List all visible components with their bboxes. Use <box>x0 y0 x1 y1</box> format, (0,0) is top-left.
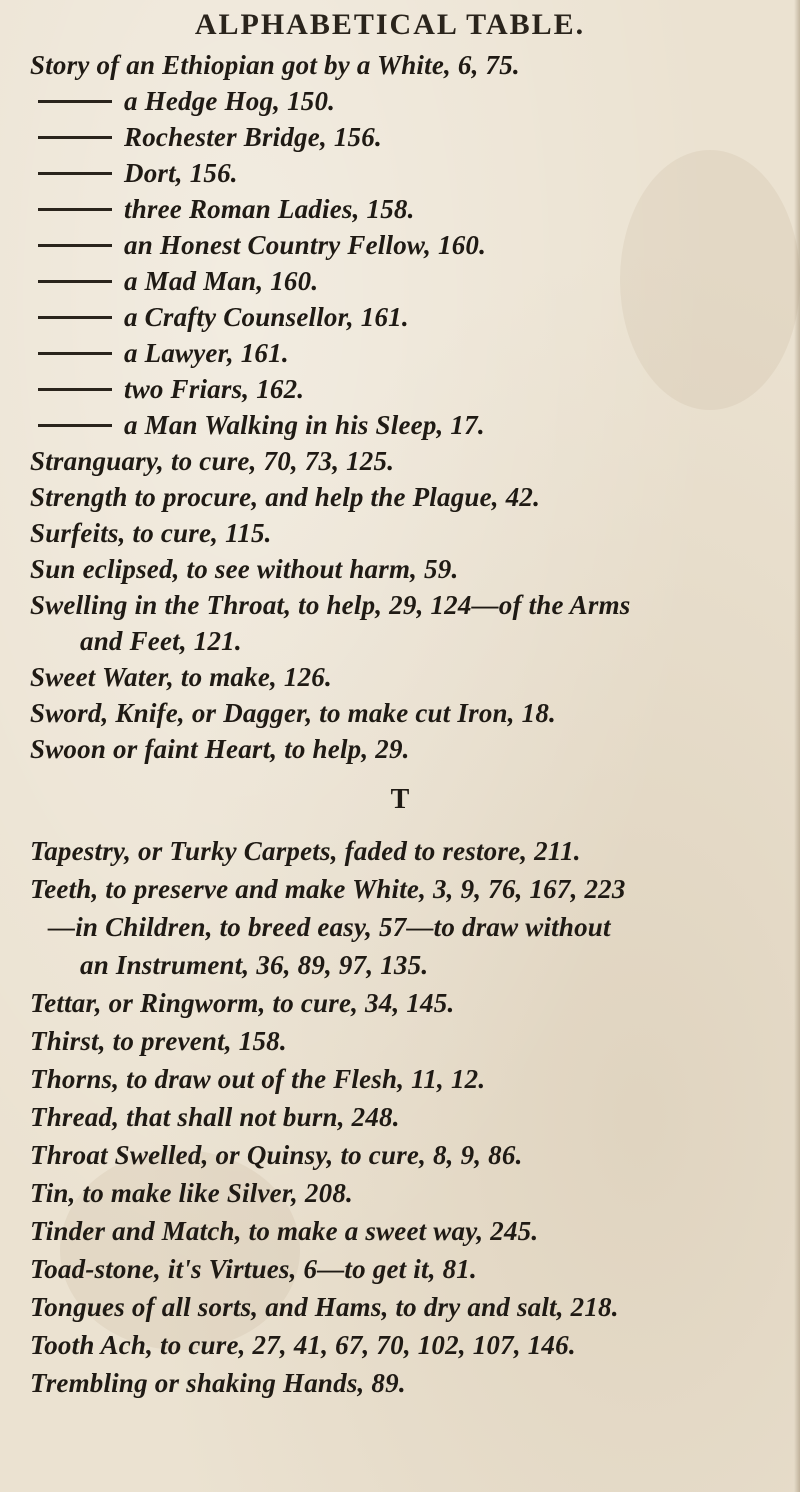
index-entry: Thread, that shall not burn, 248. <box>30 1102 400 1132</box>
index-entry: Sweet Water, to make, 126. <box>30 662 332 692</box>
ditto-dash <box>38 424 112 427</box>
index-entry-sub: three Roman Ladies, 158. <box>38 194 415 225</box>
index-entry-sub: Rochester Bridge, 156. <box>38 122 382 153</box>
ditto-dash <box>38 388 112 391</box>
index-entry-continuation: and Feet, 121. <box>80 626 242 656</box>
section-letter: T <box>390 784 410 815</box>
ditto-dash <box>38 244 112 247</box>
index-entry-continuation: —in Children, to breed easy, 57—to draw without <box>48 912 611 942</box>
index-entry: Tooth Ach, to cure, 27, 41, 67, 70, 102, 107, 146. <box>30 1330 576 1360</box>
index-entry: Throat Swelled, or Quinsy, to cure, 8, 9, 86. <box>30 1140 523 1170</box>
index-entry-continuation: an Instrument, 36, 89, 97, 135. <box>80 950 429 980</box>
index-entry: Sword, Knife, or Dagger, to make cut Iron, 18. <box>30 698 557 728</box>
index-entry: Stranguary, to cure, 70, 73, 125. <box>30 446 395 476</box>
index-entry-sub: a Crafty Counsellor, 161. <box>38 302 409 333</box>
index-entry: Thorns, to draw out of the Flesh, 11, 12. <box>30 1064 486 1094</box>
index-entry: Thirst, to prevent, 158. <box>30 1026 287 1056</box>
index-entry-sub: a Hedge Hog, 150. <box>38 86 335 117</box>
ditto-dash <box>38 100 112 103</box>
index-entry: Trembling or shaking Hands, 89. <box>30 1368 406 1398</box>
page-header: ALPHABETICAL TABLE. <box>194 8 586 41</box>
index-entry: Tin, to make like Silver, 208. <box>30 1178 353 1208</box>
index-entry-sub: an Honest Country Fellow, 160. <box>38 230 486 261</box>
ditto-dash <box>38 316 112 319</box>
index-entry-sub: a Man Walking in his Sleep, 17. <box>38 410 485 441</box>
ditto-dash <box>38 280 112 283</box>
index-entry: Tinder and Match, to make a sweet way, 245. <box>30 1216 539 1246</box>
ditto-dash <box>38 172 112 175</box>
index-entry: Teeth, to preserve and make White, 3, 9, 76, 167, 223 <box>30 874 626 904</box>
index-entry: Sun eclipsed, to see without harm, 59. <box>30 554 459 584</box>
index-entry: Story of an Ethiopian got by a White, 6, 75. <box>30 50 520 80</box>
ditto-dash <box>38 208 112 211</box>
index-entry: Swelling in the Throat, to help, 29, 124—of the Arms <box>30 590 631 620</box>
index-entry: Swoon or faint Heart, to help, 29. <box>30 734 410 764</box>
index-entry: Tapestry, or Turky Carpets, faded to restore, 211. <box>30 836 581 866</box>
index-entry-sub: a Lawyer, 161. <box>38 338 289 369</box>
index-entry: Tongues of all sorts, and Hams, to dry and salt, 218. <box>30 1292 619 1322</box>
index-entry-sub: Dort, 156. <box>38 158 238 189</box>
index-entry: Strength to procure, and help the Plague, 42. <box>30 482 541 512</box>
index-entry-sub: a Mad Man, 160. <box>38 266 318 297</box>
index-entry-sub: two Friars, 162. <box>38 374 304 405</box>
index-entry: Toad-stone, it's Virtues, 6—to get it, 81. <box>30 1254 477 1284</box>
ditto-dash <box>38 136 112 139</box>
index-entry: Tettar, or Ringworm, to cure, 34, 145. <box>30 988 455 1018</box>
ditto-dash <box>38 352 112 355</box>
index-entry: Surfeits, to cure, 115. <box>30 518 272 548</box>
